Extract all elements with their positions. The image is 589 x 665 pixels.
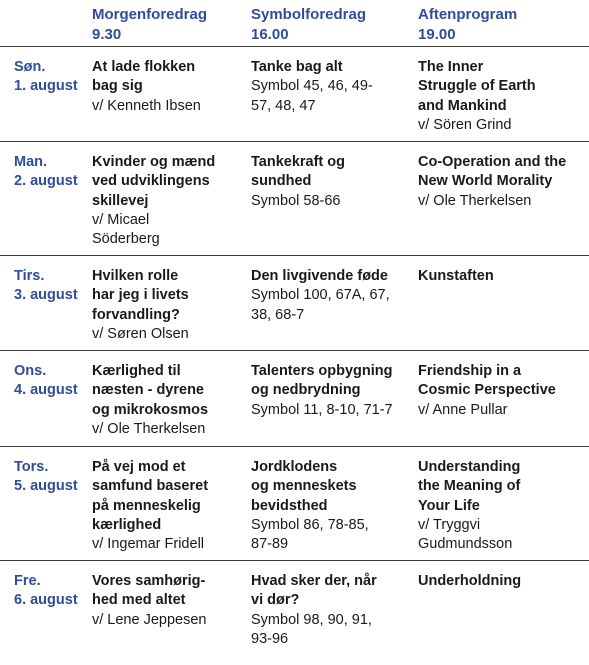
event-title-line: Kunstaften xyxy=(418,268,494,284)
morning-lecture xyxy=(92,267,189,344)
event-detail-line: v/ Ole Therkelsen xyxy=(418,192,532,209)
morning-lecture xyxy=(92,58,201,116)
event-title-line: Hvilken rolle xyxy=(92,268,179,284)
event-title-line: Co-Operation and the xyxy=(418,154,567,170)
header-col3-line1: Aftenprogram xyxy=(418,6,518,23)
day-line: Ons. xyxy=(14,363,47,379)
event-title-line: Understanding xyxy=(418,459,521,475)
event-title-line: Cosmic Perspective xyxy=(418,382,556,399)
symbol-lecture xyxy=(251,362,393,420)
event-title-line: Struggle of Earth xyxy=(418,78,536,95)
header-symbolforedrag xyxy=(251,5,366,45)
event-detail-line: Symbol 100, 67A, 67, xyxy=(251,287,390,304)
event-title-line: Kvinder og mænd xyxy=(92,154,216,170)
event-detail-line: Söderberg xyxy=(92,231,160,248)
evening-program xyxy=(418,153,566,211)
event-title-line: Vores samhørig- xyxy=(92,573,206,589)
event-title-line: Tanke bag alt xyxy=(251,59,343,75)
morning-lecture xyxy=(92,572,206,630)
day-label xyxy=(14,458,78,497)
event-detail-line: Symbol 11, 8-10, 71-7 xyxy=(251,401,393,418)
event-title-line: forvandling? xyxy=(92,306,180,323)
header-col2-line2: 16.00 xyxy=(251,26,289,43)
event-detail-line: 57, 48, 47 xyxy=(251,97,316,114)
header-col3-line2: 19.00 xyxy=(418,26,456,43)
event-detail-line: v/ Tryggvi xyxy=(418,516,481,533)
event-detail-line: 87-89 xyxy=(251,536,289,553)
event-detail-line: v/ Ingemar Fridell xyxy=(92,536,205,553)
event-title-line: New World Morality xyxy=(418,173,553,190)
event-detail-line: v/ Kenneth Ibsen xyxy=(92,97,201,114)
day-line: 3. august xyxy=(14,287,78,304)
day-line: Man. xyxy=(14,154,48,170)
morning-lecture xyxy=(92,362,208,439)
evening-program xyxy=(418,458,520,554)
evening-program xyxy=(418,58,536,135)
evening-program xyxy=(418,362,556,420)
header-col2-line1: Symbolforedrag xyxy=(251,6,367,23)
event-title-line: vi dør? xyxy=(251,592,300,609)
day-label xyxy=(14,267,78,306)
day-line: 4. august xyxy=(14,382,78,399)
symbol-lecture xyxy=(251,153,345,211)
morning-lecture xyxy=(92,458,208,554)
header-morgenforedrag xyxy=(92,5,207,45)
event-title-line: har jeg i livets xyxy=(92,287,189,304)
event-detail-line: v/ Micael xyxy=(92,211,150,228)
day-line: 5. august xyxy=(14,478,78,495)
event-title-line: samfund baseret xyxy=(92,478,209,495)
schedule-row xyxy=(0,141,589,248)
header-col1-line1: Morgenforedrag xyxy=(92,6,208,23)
event-detail-line: Gudmundsson xyxy=(418,536,513,553)
event-title-line: sundhed xyxy=(251,173,312,190)
event-detail-line: 93-96 xyxy=(251,630,289,647)
event-title-line: bag sig xyxy=(92,78,143,95)
event-title-line: kærlighed xyxy=(92,516,162,533)
schedule-row xyxy=(0,446,589,553)
schedule-row xyxy=(0,255,589,342)
event-title-line: the Meaning of xyxy=(418,478,521,495)
symbol-lecture xyxy=(251,572,377,649)
event-title-line: Tankekraft og xyxy=(251,154,346,170)
event-title-line: og nedbrydning xyxy=(251,382,361,399)
day-line: Søn. xyxy=(14,59,46,75)
event-detail-line: Symbol 98, 90, 91, xyxy=(251,611,372,628)
schedule-row xyxy=(0,350,589,437)
schedule-row xyxy=(0,46,589,133)
day-label xyxy=(14,572,78,611)
event-title-line: Den livgivende føde xyxy=(251,268,388,284)
header-col1-line2: 9.30 xyxy=(92,26,122,43)
event-title-line: Friendship in a xyxy=(418,363,522,379)
symbol-lecture xyxy=(251,458,369,554)
event-detail-line: v/ Anne Pullar xyxy=(418,401,508,418)
evening-program xyxy=(418,572,521,591)
event-title-line: Jordklodens xyxy=(251,459,338,475)
event-detail-line: 38, 68-7 xyxy=(251,306,305,323)
event-detail-line: Symbol 45, 46, 49- xyxy=(251,78,373,95)
symbol-lecture xyxy=(251,58,373,116)
event-detail-line: v/ Ole Therkelsen xyxy=(92,420,206,437)
evening-program xyxy=(418,267,494,286)
event-title-line: Underholdning xyxy=(418,573,522,589)
schedule-row xyxy=(0,560,589,647)
day-line: Tirs. xyxy=(14,268,45,284)
event-detail-line: v/ Lene Jeppesen xyxy=(92,611,207,628)
event-title-line: og menneskets xyxy=(251,478,357,495)
event-title-line: and Mankind xyxy=(418,97,507,114)
day-label xyxy=(14,58,78,97)
event-title-line: Kærlighed til xyxy=(92,363,181,379)
event-title-line: At lade flokken xyxy=(92,59,196,75)
event-title-line: skillevej xyxy=(92,192,149,209)
event-title-line: hed med altet xyxy=(92,592,186,609)
day-line: 6. august xyxy=(14,592,78,609)
event-detail-line: Symbol 58-66 xyxy=(251,192,341,209)
event-title-line: ved udviklingens xyxy=(92,173,210,190)
event-title-line: Your Life xyxy=(418,497,480,514)
event-title-line: og mikrokosmos xyxy=(92,401,209,418)
day-label xyxy=(14,153,78,192)
day-line: Fre. xyxy=(14,573,41,589)
day-label xyxy=(14,362,78,401)
day-line: 2. august xyxy=(14,173,78,190)
event-title-line: på menneskelig xyxy=(92,497,201,514)
event-detail-line: v/ Sören Grind xyxy=(418,116,512,133)
event-title-line: Talenters opbygning xyxy=(251,363,393,379)
event-detail-line: Symbol 86, 78-85, xyxy=(251,516,369,533)
header-aftenprogram xyxy=(418,5,517,45)
symbol-lecture xyxy=(251,267,390,325)
day-line: 1. august xyxy=(14,78,78,95)
event-title-line: bevidsthed xyxy=(251,497,328,514)
event-title-line: På vej mod et xyxy=(92,459,186,475)
event-title-line: The Inner xyxy=(418,59,484,75)
morning-lecture xyxy=(92,153,215,249)
day-line: Tors. xyxy=(14,459,49,475)
event-detail-line: v/ Søren Olsen xyxy=(92,325,189,342)
event-title-line: Hvad sker der, når xyxy=(251,573,377,589)
event-title-line: næsten - dyrene xyxy=(92,382,204,399)
